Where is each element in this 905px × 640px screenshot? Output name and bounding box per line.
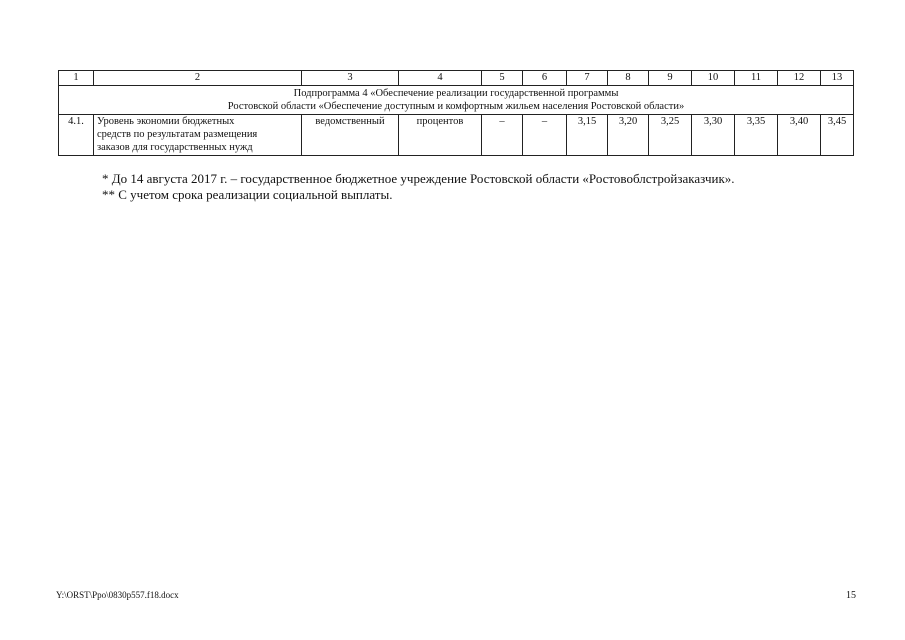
column-number: 10 xyxy=(692,71,735,86)
indicator-value: 3,20 xyxy=(608,115,649,156)
indicator-value-col6: – xyxy=(523,115,567,156)
column-number: 4 xyxy=(399,71,482,86)
column-number: 8 xyxy=(608,71,649,86)
indicators-table xyxy=(58,70,854,156)
indicator-value: 3,15 xyxy=(567,115,608,156)
indicator-unit: процентов xyxy=(399,115,482,156)
column-number: 5 xyxy=(482,71,523,86)
row-number: 4.1. xyxy=(59,115,94,156)
column-number: 1 xyxy=(59,71,94,86)
indicator-name xyxy=(94,115,302,156)
file-path: Y:\ORST\Ppo\0830p557.f18.docx xyxy=(56,590,179,600)
subprogram-row xyxy=(59,86,854,115)
page-number: 15 xyxy=(846,590,856,601)
column-number: 12 xyxy=(778,71,821,86)
indicator-value: 3,35 xyxy=(735,115,778,156)
indicator-value: 3,30 xyxy=(692,115,735,156)
column-number: 11 xyxy=(735,71,778,86)
column-number: 6 xyxy=(523,71,567,86)
column-number: 9 xyxy=(649,71,692,86)
indicator-value: 3,45 xyxy=(821,115,854,156)
indicator-value-col5: – xyxy=(482,115,523,156)
table-row xyxy=(59,115,854,156)
column-number: 13 xyxy=(821,71,854,86)
indicator-value: 3,25 xyxy=(649,115,692,156)
indicator-name-line: Уровень экономии бюджетных xyxy=(97,116,235,127)
indicator-value: 3,40 xyxy=(778,115,821,156)
footnotes xyxy=(102,171,735,203)
footnote: ** С учетом срока реализации социальной выплаты. xyxy=(102,187,393,202)
column-number: 2 xyxy=(94,71,302,86)
column-number: 7 xyxy=(567,71,608,86)
subprogram-title xyxy=(59,86,854,115)
indicator-type: ведомственный xyxy=(302,115,399,156)
column-number-row xyxy=(59,71,854,86)
subprogram-title-line: Ростовской области «Обеспечение доступным и комфортным жильем населения Ростовской области» xyxy=(227,101,685,112)
column-number: 3 xyxy=(302,71,399,86)
subprogram-title-line: Подпрограмма 4 «Обеспечение реализации государственной программы xyxy=(293,88,619,99)
footnote: * До 14 августа 2017 г. – государственное бюджетное учреждение Ростовской области «Ростовоблстройзаказчик». xyxy=(102,171,735,186)
indicator-name-line: средств по результатам размещения xyxy=(97,129,258,140)
indicator-name-line: заказов для государственных нужд xyxy=(97,142,253,153)
